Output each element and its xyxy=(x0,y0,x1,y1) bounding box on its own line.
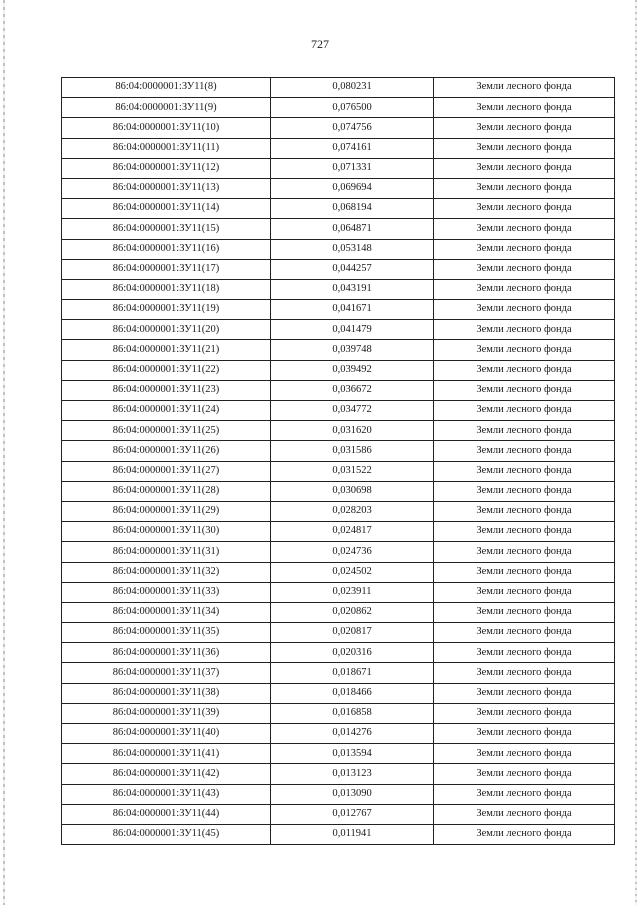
land-category-cell: Земли лесного фонда xyxy=(434,239,615,259)
cadastral-number-cell: 86:04:0000001:ЗУ11(31) xyxy=(62,542,271,562)
area-cell: 0,031522 xyxy=(271,461,434,481)
area-cell: 0,080231 xyxy=(271,78,434,98)
area-cell: 0,071331 xyxy=(271,158,434,178)
land-category-cell: Земли лесного фонда xyxy=(434,703,615,723)
table-row xyxy=(62,623,615,643)
area-cell: 0,012767 xyxy=(271,804,434,824)
area-cell: 0,018466 xyxy=(271,683,434,703)
land-category-cell: Земли лесного фонда xyxy=(434,340,615,360)
cadastral-number-cell: 86:04:0000001:ЗУ11(8) xyxy=(62,78,271,98)
table-row xyxy=(62,199,615,219)
cadastral-number-cell: 86:04:0000001:ЗУ11(29) xyxy=(62,501,271,521)
land-category-cell: Земли лесного фонда xyxy=(434,78,615,98)
table-row xyxy=(62,118,615,138)
area-cell: 0,028203 xyxy=(271,501,434,521)
land-category-cell: Земли лесного фонда xyxy=(434,542,615,562)
area-cell: 0,023911 xyxy=(271,582,434,602)
area-cell: 0,044257 xyxy=(271,259,434,279)
table-row xyxy=(62,703,615,723)
cadastral-number-cell: 86:04:0000001:ЗУ11(39) xyxy=(62,703,271,723)
land-category-cell: Земли лесного фонда xyxy=(434,178,615,198)
table-row xyxy=(62,98,615,118)
land-category-cell: Земли лесного фонда xyxy=(434,300,615,320)
table-row xyxy=(62,300,615,320)
table-row xyxy=(62,461,615,481)
land-category-cell: Земли лесного фонда xyxy=(434,158,615,178)
table-row xyxy=(62,663,615,683)
land-category-cell: Земли лесного фонда xyxy=(434,764,615,784)
area-cell: 0,024817 xyxy=(271,522,434,542)
land-category-cell: Земли лесного фонда xyxy=(434,602,615,622)
area-cell: 0,013123 xyxy=(271,764,434,784)
cadastral-number-cell: 86:04:0000001:ЗУ11(34) xyxy=(62,602,271,622)
table-row xyxy=(62,239,615,259)
table-row xyxy=(62,320,615,340)
table-row xyxy=(62,259,615,279)
land-category-cell: Земли лесного фонда xyxy=(434,784,615,804)
land-category-cell: Земли лесного фонда xyxy=(434,380,615,400)
table-row xyxy=(62,542,615,562)
area-cell: 0,024736 xyxy=(271,542,434,562)
area-cell: 0,039492 xyxy=(271,360,434,380)
table-row xyxy=(62,724,615,744)
area-cell: 0,020817 xyxy=(271,623,434,643)
cadastral-number-cell: 86:04:0000001:ЗУ11(26) xyxy=(62,441,271,461)
table-row xyxy=(62,824,615,844)
area-cell: 0,036672 xyxy=(271,380,434,400)
land-category-cell: Земли лесного фонда xyxy=(434,401,615,421)
land-category-cell: Земли лесного фонда xyxy=(434,804,615,824)
cadastral-number-cell: 86:04:0000001:ЗУ11(33) xyxy=(62,582,271,602)
cadastral-number-cell: 86:04:0000001:ЗУ11(35) xyxy=(62,623,271,643)
area-cell: 0,024502 xyxy=(271,562,434,582)
cadastral-number-cell: 86:04:0000001:ЗУ11(37) xyxy=(62,663,271,683)
land-category-cell: Земли лесного фонда xyxy=(434,118,615,138)
cadastral-number-cell: 86:04:0000001:ЗУ11(13) xyxy=(62,178,271,198)
table-row xyxy=(62,683,615,703)
cadastral-number-cell: 86:04:0000001:ЗУ11(9) xyxy=(62,98,271,118)
area-cell: 0,053148 xyxy=(271,239,434,259)
land-category-cell: Земли лесного фонда xyxy=(434,421,615,441)
table-row xyxy=(62,582,615,602)
area-cell: 0,064871 xyxy=(271,219,434,239)
area-cell: 0,020862 xyxy=(271,602,434,622)
table-row xyxy=(62,784,615,804)
cadastral-number-cell: 86:04:0000001:ЗУ11(25) xyxy=(62,421,271,441)
area-cell: 0,013090 xyxy=(271,784,434,804)
scan-edge-right xyxy=(635,0,637,905)
cadastral-number-cell: 86:04:0000001:ЗУ11(14) xyxy=(62,199,271,219)
area-cell: 0,034772 xyxy=(271,401,434,421)
cadastral-number-cell: 86:04:0000001:ЗУ11(19) xyxy=(62,300,271,320)
area-cell: 0,068194 xyxy=(271,199,434,219)
cadastral-number-cell: 86:04:0000001:ЗУ11(28) xyxy=(62,481,271,501)
area-cell: 0,014276 xyxy=(271,724,434,744)
land-category-cell: Земли лесного фонда xyxy=(434,138,615,158)
land-category-cell: Земли лесного фонда xyxy=(434,623,615,643)
cadastral-number-cell: 86:04:0000001:ЗУ11(21) xyxy=(62,340,271,360)
table-row xyxy=(62,562,615,582)
area-cell: 0,011941 xyxy=(271,824,434,844)
table-row xyxy=(62,78,615,98)
table-row xyxy=(62,481,615,501)
cadastral-number-cell: 86:04:0000001:ЗУ11(32) xyxy=(62,562,271,582)
table-body xyxy=(62,78,615,845)
cadastral-number-cell: 86:04:0000001:ЗУ11(24) xyxy=(62,401,271,421)
cadastral-number-cell: 86:04:0000001:ЗУ11(12) xyxy=(62,158,271,178)
cadastral-number-cell: 86:04:0000001:ЗУ11(23) xyxy=(62,380,271,400)
area-cell: 0,076500 xyxy=(271,98,434,118)
table-row xyxy=(62,764,615,784)
cadastral-number-cell: 86:04:0000001:ЗУ11(45) xyxy=(62,824,271,844)
area-cell: 0,013594 xyxy=(271,744,434,764)
cadastral-number-cell: 86:04:0000001:ЗУ11(41) xyxy=(62,744,271,764)
table-row xyxy=(62,178,615,198)
land-category-cell: Земли лесного фонда xyxy=(434,824,615,844)
area-cell: 0,041479 xyxy=(271,320,434,340)
land-category-cell: Земли лесного фонда xyxy=(434,219,615,239)
area-cell: 0,041671 xyxy=(271,300,434,320)
table-row xyxy=(62,441,615,461)
land-category-cell: Земли лесного фонда xyxy=(434,259,615,279)
table-row xyxy=(62,602,615,622)
cadastral-number-cell: 86:04:0000001:ЗУ11(15) xyxy=(62,219,271,239)
cadastral-number-cell: 86:04:0000001:ЗУ11(20) xyxy=(62,320,271,340)
land-category-cell: Земли лесного фонда xyxy=(434,744,615,764)
page-number: 727 xyxy=(311,37,329,51)
land-category-cell: Земли лесного фонда xyxy=(434,98,615,118)
cadastral-number-cell: 86:04:0000001:ЗУ11(38) xyxy=(62,683,271,703)
land-category-cell: Земли лесного фонда xyxy=(434,279,615,299)
area-cell: 0,043191 xyxy=(271,279,434,299)
land-category-cell: Земли лесного фонда xyxy=(434,360,615,380)
table-row xyxy=(62,522,615,542)
area-cell: 0,074161 xyxy=(271,138,434,158)
area-cell: 0,030698 xyxy=(271,481,434,501)
area-cell: 0,020316 xyxy=(271,643,434,663)
table-row xyxy=(62,401,615,421)
cadastral-number-cell: 86:04:0000001:ЗУ11(27) xyxy=(62,461,271,481)
land-category-cell: Земли лесного фонда xyxy=(434,562,615,582)
cadastral-number-cell: 86:04:0000001:ЗУ11(22) xyxy=(62,360,271,380)
land-category-cell: Земли лесного фонда xyxy=(434,320,615,340)
table-row xyxy=(62,360,615,380)
land-category-cell: Земли лесного фонда xyxy=(434,199,615,219)
area-cell: 0,074756 xyxy=(271,118,434,138)
land-category-cell: Земли лесного фонда xyxy=(434,501,615,521)
land-category-cell: Земли лесного фонда xyxy=(434,441,615,461)
table-row xyxy=(62,421,615,441)
cadastral-number-cell: 86:04:0000001:ЗУ11(43) xyxy=(62,784,271,804)
cadastral-number-cell: 86:04:0000001:ЗУ11(36) xyxy=(62,643,271,663)
area-cell: 0,031620 xyxy=(271,421,434,441)
area-cell: 0,069694 xyxy=(271,178,434,198)
land-category-cell: Земли лесного фонда xyxy=(434,481,615,501)
area-cell: 0,018671 xyxy=(271,663,434,683)
cadastral-number-cell: 86:04:0000001:ЗУ11(10) xyxy=(62,118,271,138)
table-row xyxy=(62,643,615,663)
land-category-cell: Земли лесного фонда xyxy=(434,683,615,703)
table-row xyxy=(62,804,615,824)
area-cell: 0,039748 xyxy=(271,340,434,360)
table-row xyxy=(62,340,615,360)
land-category-cell: Земли лесного фонда xyxy=(434,582,615,602)
cadastral-number-cell: 86:04:0000001:ЗУ11(11) xyxy=(62,138,271,158)
scan-edge-left xyxy=(3,0,5,905)
table-row xyxy=(62,744,615,764)
table-row xyxy=(62,219,615,239)
cadastral-number-cell: 86:04:0000001:ЗУ11(44) xyxy=(62,804,271,824)
table-row xyxy=(62,380,615,400)
cadastral-number-cell: 86:04:0000001:ЗУ11(16) xyxy=(62,239,271,259)
land-plots-table xyxy=(61,77,615,845)
area-cell: 0,016858 xyxy=(271,703,434,723)
area-cell: 0,031586 xyxy=(271,441,434,461)
table-row xyxy=(62,501,615,521)
cadastral-number-cell: 86:04:0000001:ЗУ11(42) xyxy=(62,764,271,784)
cadastral-number-cell: 86:04:0000001:ЗУ11(40) xyxy=(62,724,271,744)
land-category-cell: Земли лесного фонда xyxy=(434,724,615,744)
land-category-cell: Земли лесного фонда xyxy=(434,522,615,542)
cadastral-number-cell: 86:04:0000001:ЗУ11(18) xyxy=(62,279,271,299)
land-category-cell: Земли лесного фонда xyxy=(434,643,615,663)
land-category-cell: Земли лесного фонда xyxy=(434,461,615,481)
cadastral-number-cell: 86:04:0000001:ЗУ11(17) xyxy=(62,259,271,279)
table-row xyxy=(62,158,615,178)
land-category-cell: Земли лесного фонда xyxy=(434,663,615,683)
table-row xyxy=(62,138,615,158)
table-row xyxy=(62,279,615,299)
cadastral-number-cell: 86:04:0000001:ЗУ11(30) xyxy=(62,522,271,542)
